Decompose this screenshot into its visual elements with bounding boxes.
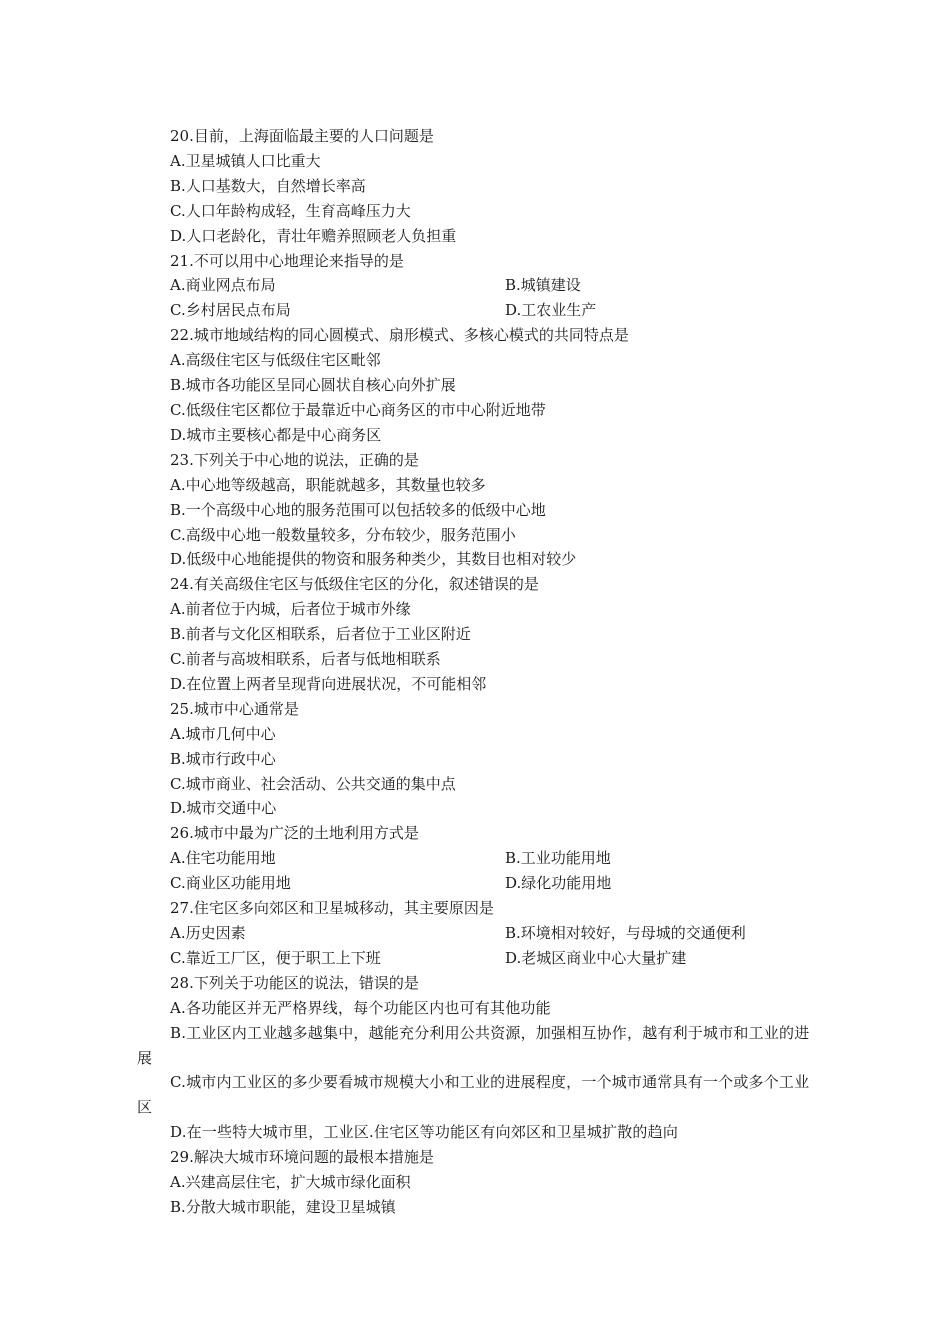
question-stem: 28.下列关于功能区的说法，错误的是 bbox=[170, 973, 419, 992]
question-stem: 25.城市中心通常是 bbox=[170, 699, 299, 718]
question-block bbox=[137, 1145, 823, 1220]
option-row bbox=[137, 871, 823, 896]
question-block bbox=[137, 697, 823, 822]
option-row bbox=[137, 946, 823, 971]
question-block bbox=[137, 896, 823, 971]
answer-option: B.环境相对较好，与母城的交通便利 bbox=[505, 924, 746, 942]
question-block bbox=[137, 821, 823, 896]
answer-option: C.靠近工厂区，便于职工上下班 bbox=[170, 948, 381, 967]
answer-option: B.工业区内工业越多越集中，越能充分利用公共资源，加强相互协作，越有利于城市和工业的进展 bbox=[137, 1023, 810, 1067]
answer-option: B.城市行政中心 bbox=[170, 749, 276, 768]
answer-option: A.各功能区并无严格界线，每个功能区内也可有其他功能 bbox=[170, 998, 551, 1017]
answer-option: D.在位置上两者呈现背向进展状况，不可能相邻 bbox=[170, 674, 487, 693]
question-block bbox=[137, 249, 823, 324]
answer-option: D.在一些特大城市里，工业区.住宅区等功能区有向郊区和卫星城扩散的趋向 bbox=[170, 1123, 679, 1142]
answer-option: C.乡村居民点布局 bbox=[170, 301, 291, 320]
answer-option: C.低级住宅区都位于最靠近中心商务区的市中心附近地带 bbox=[170, 400, 546, 419]
answer-option: B.城市各功能区呈同心圆状自核心向外扩展 bbox=[170, 376, 456, 395]
answer-option: C.城市内工业区的多少要看城市规模大小和工业的进展程度，一个城市通常具有一个或多个工业区 bbox=[137, 1073, 810, 1117]
question-stem: 21.不可以用中心地理论来指导的是 bbox=[170, 251, 404, 270]
answer-option: B.人口基数大，自然增长率高 bbox=[170, 176, 366, 195]
answer-option: A.卫星城镇人口比重大 bbox=[170, 151, 321, 170]
answer-option: B.城镇建设 bbox=[505, 276, 581, 295]
question-block bbox=[137, 971, 823, 1145]
question-block bbox=[137, 448, 823, 573]
question-list bbox=[137, 124, 823, 1220]
option-row bbox=[137, 273, 823, 298]
question-block bbox=[137, 323, 823, 448]
answer-option: C.商业区功能用地 bbox=[170, 874, 291, 893]
question-stem: 22.城市地域结构的同心圆模式、扇形模式、多核心模式的共同特点是 bbox=[170, 326, 629, 345]
answer-option: D.绿化功能用地 bbox=[505, 874, 612, 893]
answer-option: C.高级中心地一般数量较多，分布较少，服务范围小 bbox=[170, 525, 516, 544]
answer-option: B.前者与文化区相联系，后者位于工业区附近 bbox=[170, 625, 471, 644]
option-row bbox=[137, 846, 823, 871]
question-block bbox=[137, 572, 823, 697]
answer-option: A.住宅功能用地 bbox=[170, 849, 276, 868]
answer-option: A.中心地等级越高，职能就越多，其数量也较多 bbox=[170, 475, 486, 494]
answer-option: D.人口老龄化，青壮年赡养照顾老人负担重 bbox=[170, 226, 457, 245]
question-stem: 26.城市中最为广泛的土地利用方式是 bbox=[170, 824, 419, 843]
answer-option: B.工业功能用地 bbox=[505, 849, 611, 868]
answer-option: D.城市交通中心 bbox=[170, 799, 277, 818]
question-stem: 24.有关高级住宅区与低级住宅区的分化，叙述错误的是 bbox=[170, 575, 539, 594]
answer-option: B.分散大城市职能，建设卫星城镇 bbox=[170, 1197, 396, 1216]
answer-option: A.高级住宅区与低级住宅区毗邻 bbox=[170, 351, 381, 370]
answer-option: C.人口年龄构成轻，生育高峰压力大 bbox=[170, 201, 411, 220]
answer-option: C.前者与高坡相联系，后者与低地相联系 bbox=[170, 650, 441, 669]
answer-option: A.历史因素 bbox=[170, 924, 246, 942]
answer-option: A.商业网点布局 bbox=[170, 276, 276, 295]
answer-option: D.老城区商业中心大量扩建 bbox=[505, 948, 687, 967]
answer-option: B.一个高级中心地的服务范围可以包括较多的低级中心地 bbox=[170, 500, 546, 519]
option-row bbox=[137, 298, 823, 323]
answer-option: A.兴建高层住宅，扩大城市绿化面积 bbox=[170, 1173, 411, 1192]
option-row bbox=[137, 921, 823, 946]
question-block bbox=[137, 124, 823, 249]
question-stem: 23.下列关于中心地的说法，正确的是 bbox=[170, 450, 419, 469]
answer-option: A.城市几何中心 bbox=[170, 724, 276, 743]
question-stem: 27.住宅区多向郊区和卫星城移动，其主要原因是 bbox=[170, 899, 494, 918]
answer-option: C.城市商业、社会活动、公共交通的集中点 bbox=[170, 774, 456, 793]
answer-option: A.前者位于内城，后者位于城市外缘 bbox=[170, 600, 411, 619]
question-stem: 20.目前，上海面临最主要的人口问题是 bbox=[170, 127, 434, 145]
question-stem: 29.解决大城市环境问题的最根本措施是 bbox=[170, 1148, 434, 1167]
answer-option: D.低级中心地能提供的物资和服务种类少，其数目也相对较少 bbox=[170, 550, 577, 569]
answer-option: D.工农业生产 bbox=[505, 301, 597, 320]
answer-option: D.城市主要核心都是中心商务区 bbox=[170, 425, 382, 444]
